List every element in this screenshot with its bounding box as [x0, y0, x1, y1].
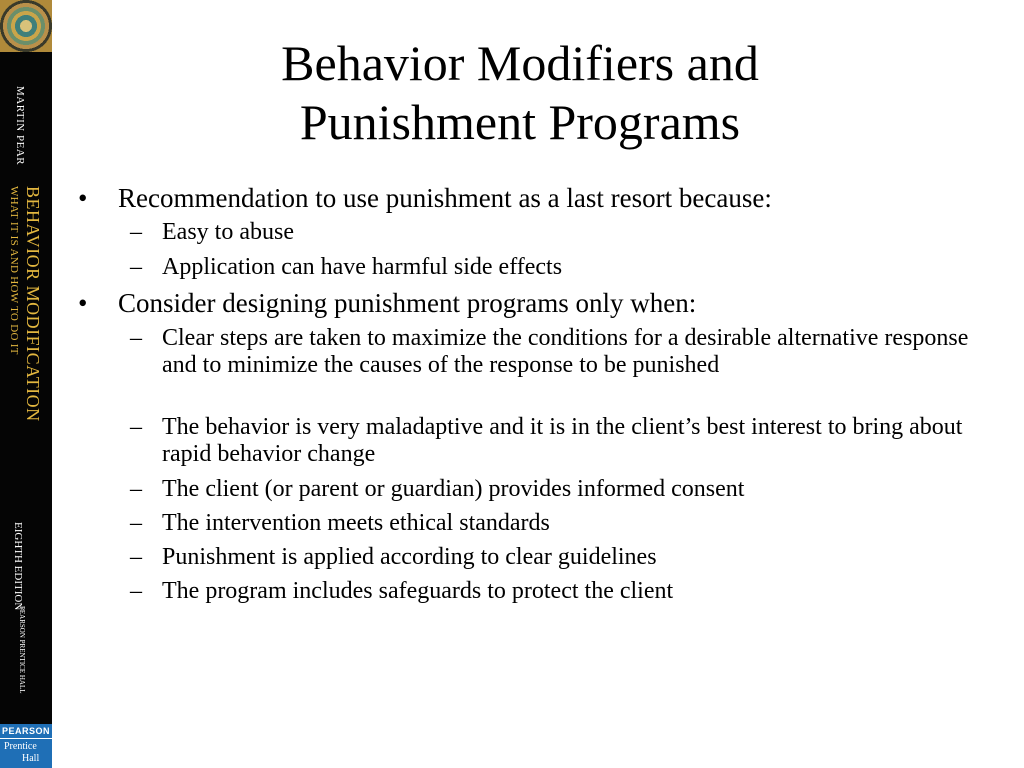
book-cover-thumbnail — [0, 0, 52, 52]
slide-title-line-1: Behavior Modifiers and — [281, 35, 759, 91]
sub-bullet-marker: – — [130, 476, 142, 502]
sub-bullet-text: The program includes safeguards to protect the client — [162, 578, 674, 604]
book-spine-sidebar — [0, 0, 52, 768]
sub-bullet-marker: – — [130, 325, 142, 351]
sub-bullet-text: Application can have harmful side effects — [162, 254, 563, 280]
sub-bullet-text: Clear steps are taken to maximize the conditions for a desirable alternative response and to minimize the causes of the response to be punished — [162, 325, 969, 378]
spine-edition: EIGHTH EDITION — [12, 522, 24, 611]
slide-title — [130, 34, 910, 152]
pearson-logo — [0, 724, 52, 768]
spine-publisher: PEARSON PRENTICE HALL — [18, 606, 26, 694]
sub-bullet-marker: – — [130, 254, 142, 280]
pearson-logo-divider — [0, 738, 52, 739]
sub-bullet-text: The intervention meets ethical standards — [162, 510, 550, 536]
bullet-text: Recommendation to use punishment as a last resort because: — [118, 183, 772, 213]
pearson-logo-imprint-line2: Hall — [22, 753, 40, 764]
sub-bullet-text: The client (or parent or guardian) provides informed consent — [162, 476, 745, 502]
bullet-marker: • — [78, 288, 88, 318]
pearson-logo-imprint-line1: Prentice — [4, 741, 37, 752]
sub-bullet-text: The behavior is very maladaptive and it is in the client’s best interest to bring about rapid behavior change — [162, 414, 963, 467]
spine-book-title: BEHAVIOR MODIFICATION — [23, 186, 43, 422]
sub-bullet-marker: – — [130, 414, 142, 440]
sub-bullet-marker: – — [130, 578, 142, 604]
bullet-text: Consider designing punishment programs only when: — [118, 288, 697, 318]
pearson-logo-name: PEARSON — [1, 726, 50, 736]
bullet-marker: • — [78, 183, 88, 213]
sub-bullet-marker: – — [130, 219, 142, 245]
sub-bullet-marker: – — [130, 544, 142, 570]
sub-bullet-text: Punishment is applied according to clear guidelines — [162, 544, 657, 570]
spine-author: MARTIN PEAR — [14, 86, 26, 166]
spine-book-subtitle: WHAT IT IS AND HOW TO DO IT — [8, 186, 20, 355]
sub-bullet-marker: – — [130, 510, 142, 536]
slide-title-line-2: Punishment Programs — [299, 94, 741, 150]
sub-bullet-text: Easy to abuse — [162, 219, 294, 245]
